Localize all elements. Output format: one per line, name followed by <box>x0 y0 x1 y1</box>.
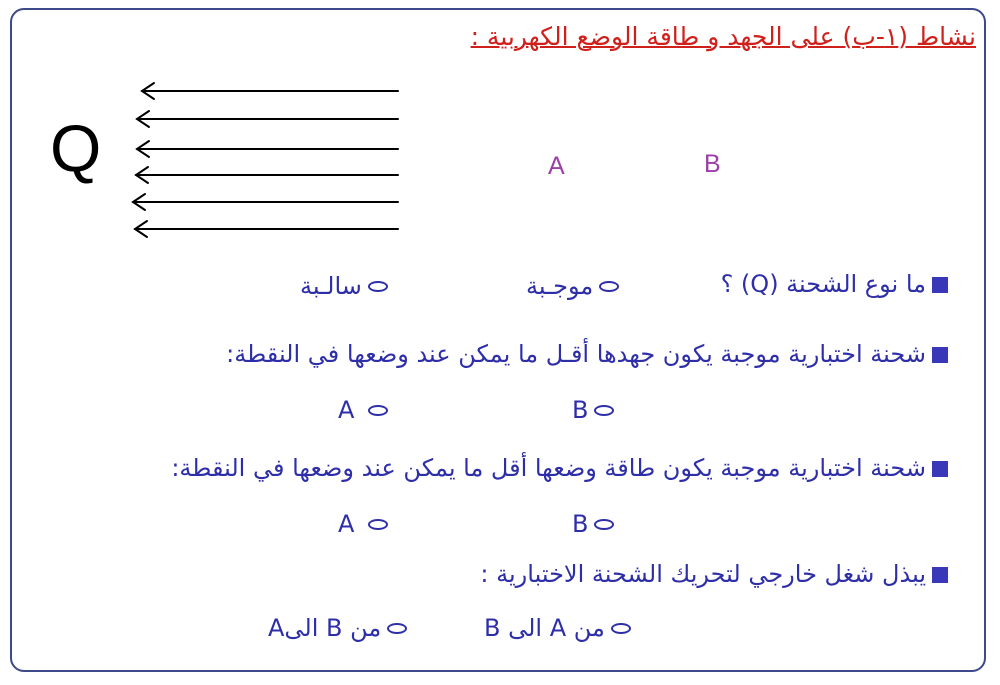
q2-option-b-label: B <box>572 396 589 424</box>
square-bullet-icon <box>932 567 948 583</box>
field-line-arrow-icon <box>133 194 398 210</box>
activity-title: نشاط (١-ب) على الجهد و طاقة الوضع الكهربية : <box>470 22 976 51</box>
field-line-arrow-icon <box>135 221 398 237</box>
question-3-text: شحنة اختبارية موجبة يكون طاقة وضعها أقل ما يمكن عند وضعها في النقطة: <box>171 454 926 482</box>
q4-option-b-to-a-label: من B الىA <box>268 614 382 642</box>
electric-field-diagram <box>0 0 1000 260</box>
q1-option-positive-label: موجـبة <box>526 272 594 300</box>
radio-circle-icon[interactable] <box>611 623 631 634</box>
question-1-text: ما نوع الشحنة (Q) ؟ <box>720 270 926 298</box>
radio-circle-icon[interactable] <box>594 405 614 416</box>
radio-circle-icon[interactable] <box>599 281 619 292</box>
q4-option-a-to-b[interactable] <box>484 614 631 642</box>
field-line-arrow-icon <box>142 83 398 99</box>
radio-circle-icon[interactable] <box>368 519 388 530</box>
radio-circle-icon[interactable] <box>387 623 407 634</box>
q3-option-a-label: A <box>338 510 355 538</box>
q4-option-b-to-a[interactable] <box>268 614 407 642</box>
radio-circle-icon[interactable] <box>594 519 614 530</box>
q2-option-a[interactable] <box>338 396 388 424</box>
square-bullet-icon <box>932 347 948 363</box>
point-a-label: A <box>548 152 565 180</box>
field-line-arrow-icon <box>136 167 398 183</box>
q3-option-a[interactable] <box>338 510 388 538</box>
square-bullet-icon <box>932 461 948 477</box>
square-bullet-icon <box>932 277 948 293</box>
field-line-arrow-icon <box>137 141 398 157</box>
question-1 <box>721 270 948 298</box>
radio-circle-icon[interactable] <box>368 281 388 292</box>
q3-option-b[interactable] <box>572 510 614 538</box>
q3-option-b-label: B <box>572 510 589 538</box>
q4-option-a-to-b-label: من A الى B <box>484 614 605 642</box>
field-line-arrow-icon <box>137 111 398 127</box>
q1-option-negative[interactable] <box>300 272 388 300</box>
point-b-label: B <box>704 150 721 178</box>
question-3 <box>171 454 948 482</box>
question-4-text: يبذل شغل خارجي لتحريك الشحنة الاختبارية : <box>480 560 926 588</box>
radio-circle-icon[interactable] <box>368 405 388 416</box>
q1-option-positive[interactable] <box>526 272 619 300</box>
question-2-text: شحنة اختبارية موجبة يكون جهدها أقـل ما يمكن عند وضعها في النقطة: <box>226 340 926 368</box>
q1-option-negative-label: سالـبة <box>300 272 362 300</box>
question-2 <box>226 340 948 368</box>
q2-option-b[interactable] <box>572 396 614 424</box>
question-4 <box>480 560 948 588</box>
q2-option-a-label: A <box>338 396 355 424</box>
charge-q-label: Q <box>50 111 102 185</box>
